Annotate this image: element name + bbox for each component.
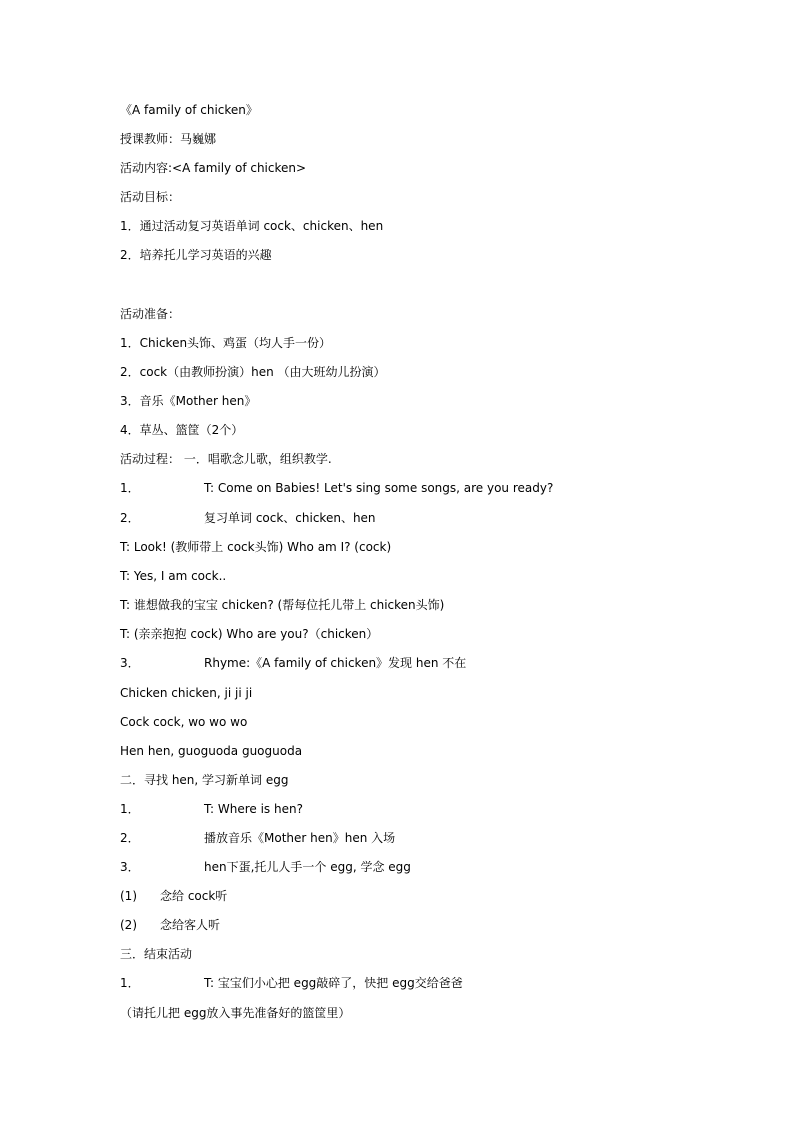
list-item [120,480,553,496]
step-text: T: Where is hen? [204,802,303,816]
prep-item-3: 3．音乐《Mother hen》 [120,394,257,408]
goal-item-2: 2．培养托儿学习英语的兴趣 [120,248,272,262]
sub-text: 念给 cock听 [160,889,228,903]
step-text: hen下蛋,托儿人手一个 egg, 学念 egg [204,860,411,874]
step-text: Rhyme:《A family of chicken》发现 hen 不在 [204,656,467,670]
goal-item-1: 1．通过活动复习英语单词 cock、chicken、hen [120,219,384,233]
list-item [120,801,303,817]
goals-heading: 活动目标： [120,190,181,204]
step-number: 3． [120,860,140,874]
prep-heading: 活动准备： [120,307,181,321]
prep-item-1: 1．Chicken头饰、鸡蛋（均人手一份） [120,336,332,350]
list-item [120,975,463,991]
list-item [120,859,411,875]
sub-text: 念给客人听 [160,918,221,932]
teacher-line: 授课教师：马巍娜 [120,132,217,146]
list-item [120,655,466,671]
step-number: 3． [120,656,140,670]
dialogue-line: T: Yes, I am cock.. [120,569,227,583]
rhyme-line: Chicken chicken, ji ji ji [120,686,253,700]
step-number: 1． [120,976,140,990]
list-item [120,888,227,904]
step-number: 1． [120,481,140,495]
dialogue-line: T: 谁想做我的宝宝 chicken? (帮每位托儿带上 chicken头饰) [120,598,445,612]
step-number: 2． [120,511,140,525]
process-heading: 活动过程： 一．唱歌念儿歌，组织教学. [120,452,332,466]
step-text: T: Come on Babies! Let's sing some songs, are you ready? [204,481,554,495]
rhyme-line: Hen hen, guoguoda guoguoda [120,744,303,758]
prep-item-4: 4．草丛、篮筐（2个） [120,423,244,437]
content-line: 活动内容:<A family of chicken> [120,161,307,175]
step-text: T: 宝宝们小心把 egg敲碎了，快把 egg交给爸爸 [204,976,463,990]
list-item [120,917,220,933]
dialogue-line: T: Look! (教师带上 cock头饰) Who am I? (cock) [120,540,392,554]
step-number: 1． [120,802,140,816]
rhyme-line: Cock cock, wo wo wo [120,715,248,729]
prep-item-2: 2．cock（由教师扮演）hen （由大班幼儿扮演） [120,365,386,379]
step-text: 播放音乐《Mother hen》hen 入场 [204,831,396,845]
list-item [120,830,395,846]
part3-heading: 三．结束活动 [120,947,193,961]
part2-heading: 二．寻找 hen, 学习新单词 egg [120,773,289,787]
dialogue-line: T: (亲亲抱抱 cock) Who are you?（chicken） [120,627,379,641]
note-line: （请托儿把 egg放入事先准备好的篮筐里） [120,1006,351,1020]
list-item [120,510,376,526]
step-number: 2． [120,831,140,845]
document-title: 《A family of chicken》 [120,103,258,117]
sub-number: (1) [120,889,137,903]
sub-number: (2) [120,918,137,932]
step-text: 复习单词 cock、chicken、hen [204,511,376,525]
